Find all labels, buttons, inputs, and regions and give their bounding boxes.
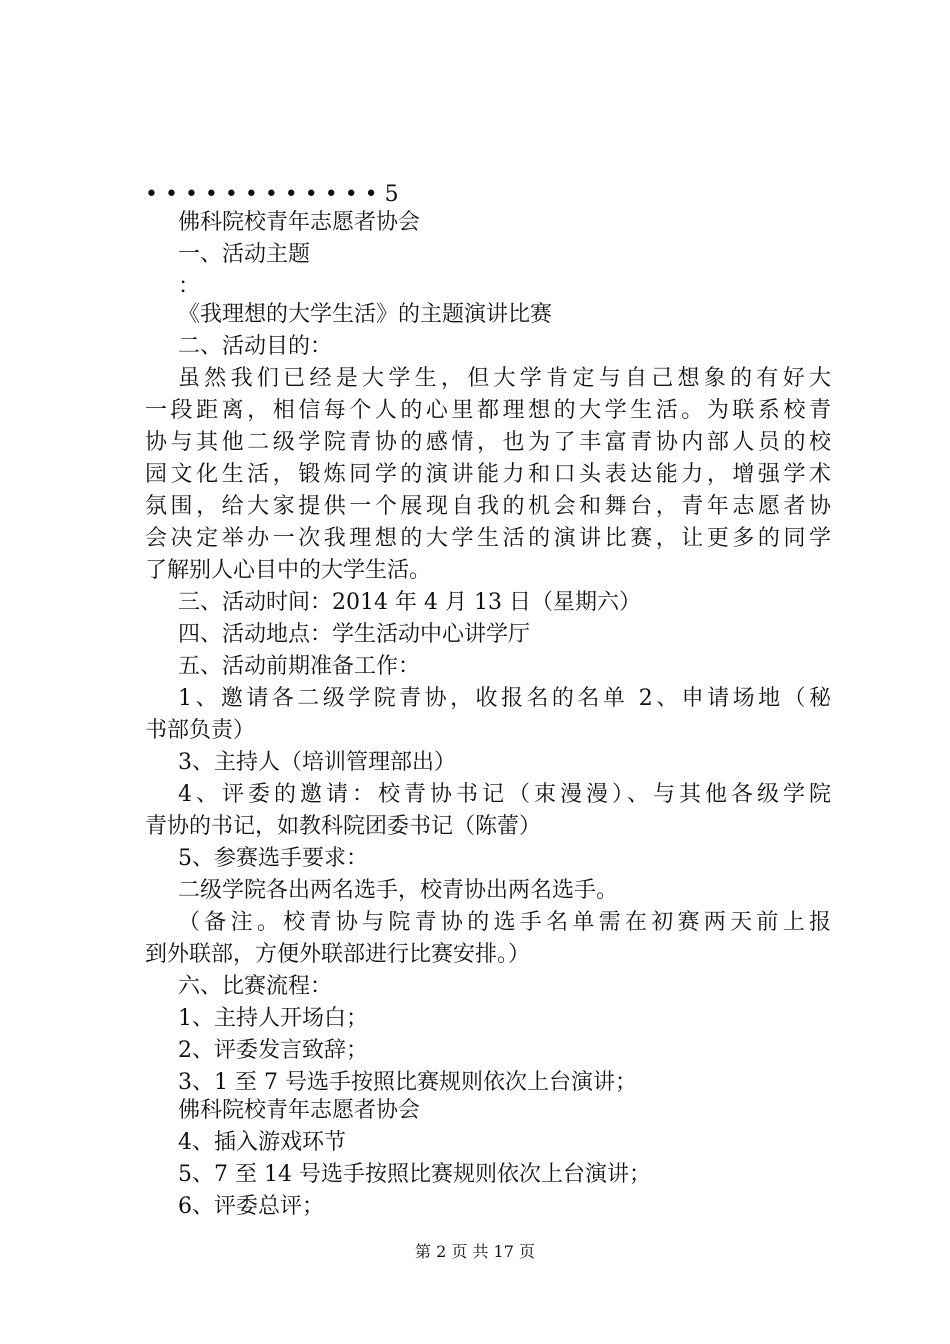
paragraph-line: 虽然我们已经是大学生，但大学肯定与自己想象的有好大 <box>178 366 831 391</box>
list-item: 5、7 至 14 号选手按照比赛规则依次上台演讲； <box>178 1162 651 1187</box>
list-item-continuation: 书部负责） <box>145 718 256 743</box>
paragraph-line: 氛围，给大家提供一个展现自我的机会和舞台，青年志愿者协 <box>145 494 831 519</box>
section-heading-theme: 一、活动主题 <box>178 242 311 267</box>
toc-leader-line: • • • • • • • • • • • • 5 <box>145 182 399 207</box>
theme-text: 《我理想的大学生活》的主题演讲比赛 <box>178 302 553 327</box>
paragraph-line: 会决定举办一次我理想的大学生活的演讲比赛，让更多的同学 <box>145 526 831 551</box>
list-item: 4、插入游戏环节 <box>178 1130 346 1155</box>
section-heading-purpose: 二、活动目的： <box>178 334 333 359</box>
section-heading-process: 六、比赛流程： <box>178 974 333 999</box>
header-organization-repeat: 佛科院校青年志愿者协会 <box>178 1098 421 1123</box>
list-item: 1、主持人开场白； <box>178 1006 368 1031</box>
list-item: 1、邀请各二级学院青协，收报名的名单 2、申请场地（秘 <box>178 686 831 711</box>
list-item: 3、主持人（培训管理部出） <box>178 750 456 775</box>
page-footer: 第 2 页 共 17 页 <box>415 1242 535 1261</box>
list-item: 4、评委的邀请：校青协书记（束漫漫）、与其他各级学院 <box>178 782 831 807</box>
paragraph-line: 协与其他二级学院青协的感情，也为了丰富青协内部人员的校 <box>145 430 831 455</box>
note-line: （备注。校青协与院青协的选手名单需在初赛两天前上报 <box>178 910 831 935</box>
list-item-continuation: 青协的书记，如教科院团委书记（陈蕾） <box>145 814 542 839</box>
header-organization: 佛科院校青年志愿者协会 <box>178 210 421 235</box>
list-item: 5、参赛选手要求： <box>178 846 368 871</box>
paragraph-line: 一段距离，相信每个人的心里都理想的大学生活。为联系校青 <box>145 398 831 423</box>
paragraph-line: 了解别人心目中的大学生活。 <box>145 558 432 583</box>
colon-line: ： <box>178 274 201 299</box>
list-item: 6、评委总评； <box>178 1194 324 1219</box>
note-line-continuation: 到外联部，方便外联部进行比赛安排。） <box>145 942 531 967</box>
list-item: 2、评委发言致辞； <box>178 1038 368 1063</box>
section-heading-preparation: 五、活动前期准备工作： <box>178 654 421 679</box>
list-item-detail: 二级学院各出两名选手，校青协出两名选手。 <box>178 878 619 903</box>
section-heading-time: 三、活动时间：2014 年 4 月 13 日（星期六） <box>178 590 641 615</box>
paragraph-line: 园文化生活，锻炼同学的演讲能力和口头表达能力，增强学术 <box>145 462 831 487</box>
list-item: 3、1 至 7 号选手按照比赛规则依次上台演讲； <box>178 1070 637 1095</box>
section-heading-location: 四、活动地点：学生活动中心讲学厅 <box>178 622 531 647</box>
